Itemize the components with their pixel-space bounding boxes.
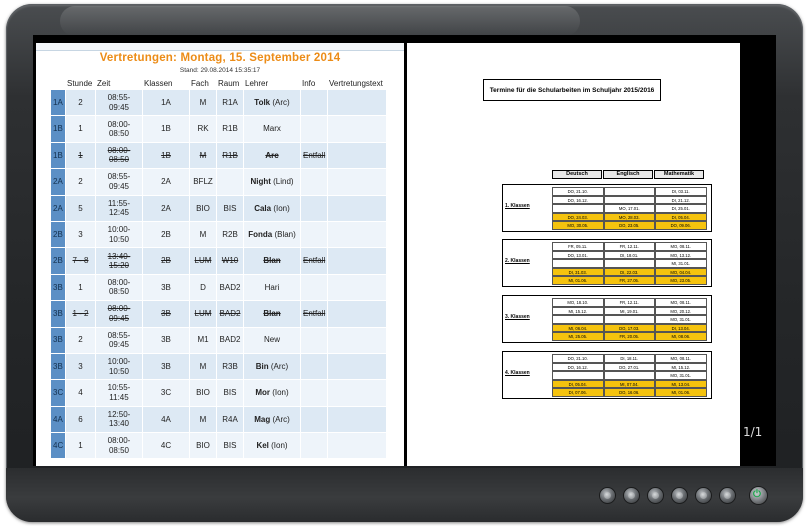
text-cell xyxy=(328,143,386,168)
exam-subject-header xyxy=(552,170,704,179)
exam-cell: FR, 12.11. xyxy=(604,298,656,307)
info-cell: Entfall xyxy=(301,301,327,326)
raum-cell: W10 xyxy=(217,248,243,273)
table-row xyxy=(51,407,386,432)
class-cell: 3B xyxy=(51,301,65,326)
substitution-rows xyxy=(51,90,386,458)
class-cell: 2A xyxy=(51,169,65,194)
exam-cell: MO, 13.12. xyxy=(655,251,707,260)
info-cell xyxy=(301,407,327,432)
fach-cell: D xyxy=(190,275,216,300)
exam-cell: DO, 13.01. xyxy=(552,251,604,260)
exam-cell: MO, 18.10. xyxy=(552,298,604,307)
lehrer-cell: Marx xyxy=(244,116,300,141)
exam-document xyxy=(407,43,740,466)
info-cell xyxy=(301,222,327,247)
exam-block-label: 1. Klassen xyxy=(505,203,530,209)
fach-cell: M xyxy=(190,90,216,115)
raum-cell: BIS xyxy=(217,433,243,458)
exam-cell: DO, 21.10. xyxy=(552,354,604,363)
exam-row xyxy=(552,276,707,285)
info-cell xyxy=(301,116,327,141)
table-row xyxy=(51,90,386,115)
raum-cell: BAD2 xyxy=(217,301,243,326)
exam-cell: DO, 16.06. xyxy=(604,388,656,397)
stunde-cell: 6 xyxy=(66,407,95,432)
exam-cell: MO, 23.05. xyxy=(655,276,707,285)
header-class xyxy=(51,77,65,89)
klassen-cell: 1B xyxy=(143,143,189,168)
raum-cell: R1B xyxy=(217,116,243,141)
exam-cell: MO, 31.01. xyxy=(655,371,707,380)
lehrer-cell: Cala (Ion) xyxy=(244,196,300,221)
class-cell: 3B xyxy=(51,354,65,379)
raum-cell: R4A xyxy=(217,407,243,432)
lehrer-cell: Mag (Arc) xyxy=(244,407,300,432)
exam-cell xyxy=(552,204,604,213)
klassen-cell: 1B xyxy=(143,116,189,141)
text-cell xyxy=(328,433,386,458)
exam-row xyxy=(552,268,707,277)
fach-cell: BIO xyxy=(190,196,216,221)
exam-cell xyxy=(604,259,656,268)
info-cell xyxy=(301,433,327,458)
monitor-button-6[interactable] xyxy=(720,488,735,503)
table-row xyxy=(51,380,386,405)
text-cell xyxy=(328,222,386,247)
substitution-title: Vertretungen: Montag, 15. September 2014 xyxy=(99,52,341,64)
fach-cell: BIO xyxy=(190,433,216,458)
exam-cell: MI, 06.04. xyxy=(552,324,604,333)
lehrer-cell: Blan xyxy=(244,248,300,273)
exam-block xyxy=(502,184,712,232)
exam-cell: DI, 05.04. xyxy=(552,380,604,389)
exam-cell: DO, 09.06. xyxy=(655,221,707,230)
zeit-cell: 08:00- 08:50 xyxy=(96,433,142,458)
exam-row xyxy=(552,204,707,213)
header-zeit: Zeit xyxy=(97,78,111,88)
stunde-cell: 3 xyxy=(66,222,95,247)
header-klassen: Klassen xyxy=(144,78,173,88)
raum-cell: R3B xyxy=(217,354,243,379)
monitor-button-2[interactable] xyxy=(624,488,639,503)
raum-cell: BIS xyxy=(217,380,243,405)
table-row xyxy=(51,196,386,221)
exam-grid xyxy=(552,298,707,341)
exam-cell: MI, 01.06. xyxy=(655,388,707,397)
table-row xyxy=(51,143,386,168)
zeit-cell: 08:55- 09:45 xyxy=(96,169,142,194)
table-header-row xyxy=(51,77,386,89)
class-cell: 1A xyxy=(51,90,65,115)
text-cell xyxy=(328,90,386,115)
monitor-button-3[interactable] xyxy=(648,488,663,503)
table-row xyxy=(51,433,386,458)
exam-cell: MI, 25.05. xyxy=(552,332,604,341)
lehrer-cell: Hari xyxy=(244,275,300,300)
exam-cell xyxy=(552,315,604,324)
klassen-cell: 2A xyxy=(143,169,189,194)
exam-row xyxy=(552,298,707,307)
exam-row xyxy=(552,259,707,268)
exam-row xyxy=(552,324,707,333)
fach-cell: BIO xyxy=(190,380,216,405)
exam-row xyxy=(552,388,707,397)
exam-cell: DI, 21.12. xyxy=(655,196,707,205)
stunde-cell: 3 xyxy=(66,354,95,379)
exam-cell: FR, 27.05. xyxy=(604,276,656,285)
raum-cell: BAD2 xyxy=(217,275,243,300)
exam-cell: MI, 01.06. xyxy=(552,276,604,285)
exam-row xyxy=(552,242,707,251)
text-cell xyxy=(328,248,386,273)
text-cell xyxy=(328,169,386,194)
exam-block xyxy=(502,295,712,343)
exam-cell: MO, 30.05. xyxy=(552,221,604,230)
exam-cell: DO, 16.12. xyxy=(552,363,604,372)
class-cell: 2B xyxy=(51,248,65,273)
stunde-cell: 4 xyxy=(66,380,95,405)
exam-cell xyxy=(552,259,604,268)
exam-cell: DI, 31.03. xyxy=(552,268,604,277)
klassen-cell: 1A xyxy=(143,90,189,115)
exam-cell: MI, 08.06. xyxy=(655,332,707,341)
exam-row xyxy=(552,371,707,380)
raum-cell: BIS xyxy=(217,196,243,221)
info-cell xyxy=(301,275,327,300)
exam-cell xyxy=(552,371,604,380)
subject-englisch: Englisch xyxy=(603,170,653,179)
exam-cell: MI, 07.04. xyxy=(604,380,656,389)
exam-row xyxy=(552,380,707,389)
lehrer-cell: Blan xyxy=(244,301,300,326)
exam-cell xyxy=(604,196,656,205)
class-cell: 2B xyxy=(51,222,65,247)
stunde-cell: 1 - 2 xyxy=(66,301,95,326)
exam-cell: DI, 18.11. xyxy=(604,354,656,363)
text-cell xyxy=(328,196,386,221)
raum-cell: R1A xyxy=(217,90,243,115)
exam-cell: MO, 28.03. xyxy=(604,213,656,222)
power-button[interactable] xyxy=(750,487,767,504)
exam-cell xyxy=(604,187,656,196)
zeit-cell: 08:55- 09:45 xyxy=(96,90,142,115)
klassen-cell: 2A xyxy=(143,196,189,221)
lehrer-cell: Fonda (Blan) xyxy=(244,222,300,247)
stunde-cell: 2 xyxy=(66,328,95,353)
exam-cell: MI, 15.12. xyxy=(552,307,604,316)
power-icon: ⏻ xyxy=(753,489,761,500)
exam-cell: DI, 03.11. xyxy=(655,187,707,196)
exam-row xyxy=(552,332,707,341)
stunde-cell: 5 xyxy=(66,196,95,221)
info-cell xyxy=(301,354,327,379)
table-row xyxy=(51,354,386,379)
exam-row xyxy=(552,363,707,372)
zeit-cell: 11:55- 12:45 xyxy=(96,196,142,221)
zeit-cell: 08:55- 09:45 xyxy=(96,328,142,353)
zeit-cell: 13:40- 15:20 xyxy=(96,248,142,273)
bezel-gloss xyxy=(60,6,580,36)
zeit-cell: 08:00- 08:50 xyxy=(96,116,142,141)
exam-cell: DI, 13.04. xyxy=(655,324,707,333)
text-cell xyxy=(328,354,386,379)
lehrer-cell: Arc xyxy=(244,143,300,168)
fach-cell: RK xyxy=(190,116,216,141)
exam-cell: DI, 25.01. xyxy=(655,204,707,213)
exam-cell: FR, 05.11. xyxy=(552,242,604,251)
klassen-cell: 3B xyxy=(143,328,189,353)
stunde-cell: 2 xyxy=(66,169,95,194)
lehrer-cell: Night (Lind) xyxy=(244,169,300,194)
subject-deutsch: Deutsch xyxy=(552,170,602,179)
exam-cell: DI, 22.03. xyxy=(604,268,656,277)
exam-cell: DI, 07.06. xyxy=(552,388,604,397)
fach-cell: LUM xyxy=(190,248,216,273)
exam-block-label: 2. Klassen xyxy=(505,258,530,264)
zeit-cell: 08:00- 08:50 xyxy=(96,143,142,168)
stunde-cell: 1 xyxy=(66,433,95,458)
klassen-cell: 4A xyxy=(143,407,189,432)
exam-cell: DO, 24.03. xyxy=(552,213,604,222)
exam-cell: MI, 19.01. xyxy=(604,307,656,316)
stunde-cell: 1 xyxy=(66,143,95,168)
klassen-cell: 3C xyxy=(143,380,189,405)
exam-cell: MO, 08.11. xyxy=(655,354,707,363)
info-cell xyxy=(301,380,327,405)
stunde-cell: 1 xyxy=(66,116,95,141)
substitution-table xyxy=(50,76,387,459)
lehrer-cell: Tolk (Arc) xyxy=(244,90,300,115)
exam-grid xyxy=(552,354,707,397)
exam-cell: MO, 20.12. xyxy=(655,307,707,316)
klassen-cell: 2B xyxy=(143,222,189,247)
exam-grid xyxy=(552,187,707,230)
exam-cell: FR, 20.05. xyxy=(604,332,656,341)
info-cell xyxy=(301,90,327,115)
exam-cell: MI, 31.01. xyxy=(655,259,707,268)
exam-cell: DI, 05.04. xyxy=(655,213,707,222)
exam-cell: MO, 08.11. xyxy=(655,298,707,307)
zeit-cell: 10:00- 10:50 xyxy=(96,354,142,379)
exam-cell: MO, 04.04. xyxy=(655,268,707,277)
table-row xyxy=(51,328,386,353)
exam-grid xyxy=(552,242,707,285)
table-row xyxy=(51,169,386,194)
exam-block-label: 4. Klassen xyxy=(505,370,530,376)
text-cell xyxy=(328,301,386,326)
exam-row xyxy=(552,221,707,230)
monitor-buttons xyxy=(600,488,767,504)
raum-cell: R1B xyxy=(217,143,243,168)
class-cell: 1B xyxy=(51,116,65,141)
exam-cell xyxy=(604,371,656,380)
zeit-cell: 08:00- 09:45 xyxy=(96,301,142,326)
stunde-cell: 1 xyxy=(66,275,95,300)
text-cell xyxy=(328,328,386,353)
exam-block xyxy=(502,239,712,287)
class-cell: 4C xyxy=(51,433,65,458)
text-cell xyxy=(328,407,386,432)
info-cell xyxy=(301,196,327,221)
lehrer-cell: Kel (Ion) xyxy=(244,433,300,458)
raum-cell: BAD2 xyxy=(217,328,243,353)
text-cell xyxy=(328,116,386,141)
klassen-cell: 3B xyxy=(143,275,189,300)
info-cell: Entfall xyxy=(301,248,327,273)
exam-row xyxy=(552,196,707,205)
exam-cell: MO, 31.01. xyxy=(655,315,707,324)
exam-cell: MI, 13.04. xyxy=(655,380,707,389)
monitor-screen xyxy=(33,35,776,466)
klassen-cell: 4C xyxy=(143,433,189,458)
class-cell: 3C xyxy=(51,380,65,405)
table-row xyxy=(51,301,386,326)
exam-cell: DO, 16.12. xyxy=(552,196,604,205)
browser-topbar xyxy=(36,43,404,51)
exam-cell: DI, 18.01. xyxy=(604,251,656,260)
exam-cell: DO, 27.01. xyxy=(604,363,656,372)
fach-cell: LUM xyxy=(190,301,216,326)
header-stunde: Stunde xyxy=(67,78,93,88)
exam-cell: MO, 17.01. xyxy=(604,204,656,213)
raum-cell xyxy=(217,169,243,194)
lehrer-cell: New xyxy=(244,328,300,353)
exam-row xyxy=(552,307,707,316)
fach-cell: M xyxy=(190,143,216,168)
class-cell: 3B xyxy=(51,275,65,300)
header-raum: Raum xyxy=(218,78,240,88)
exam-cell: FR, 12.11. xyxy=(604,242,656,251)
klassen-cell: 2B xyxy=(143,248,189,273)
exam-cell xyxy=(604,315,656,324)
page-indicator: 1/1 xyxy=(743,425,763,439)
table-row xyxy=(51,248,386,273)
lehrer-cell: Mor (Ion) xyxy=(244,380,300,405)
table-row xyxy=(51,116,386,141)
stunde-cell: 7 - 8 xyxy=(66,248,95,273)
substitution-stand: Stand: 29.08.2014 15:35:17 xyxy=(179,67,261,74)
zeit-cell: 12:50- 13:40 xyxy=(96,407,142,432)
zeit-cell: 08:00- 08:50 xyxy=(96,275,142,300)
text-cell xyxy=(328,275,386,300)
exam-block xyxy=(502,351,712,399)
klassen-cell: 3B xyxy=(143,301,189,326)
exam-row xyxy=(552,315,707,324)
table-row xyxy=(51,222,386,247)
exam-cell: MI, 15.12. xyxy=(655,363,707,372)
substitution-panel xyxy=(36,43,404,466)
info-cell xyxy=(301,328,327,353)
zeit-cell: 10:00- 10:50 xyxy=(96,222,142,247)
lehrer-cell: Bin (Arc) xyxy=(244,354,300,379)
header-vertretungstext: Vertretungstext xyxy=(329,78,383,88)
exam-row xyxy=(552,213,707,222)
raum-cell: R2B xyxy=(217,222,243,247)
klassen-cell: 3B xyxy=(143,354,189,379)
info-cell xyxy=(301,169,327,194)
stunde-cell: 2 xyxy=(66,90,95,115)
fach-cell: M xyxy=(190,222,216,247)
text-cell xyxy=(328,380,386,405)
fach-cell: M1 xyxy=(190,328,216,353)
exam-cell: DO, 17.03. xyxy=(604,324,656,333)
class-cell: 2A xyxy=(51,196,65,221)
class-cell: 4A xyxy=(51,407,65,432)
subject-mathematik: Mathematik xyxy=(654,170,704,179)
header-fach: Fach xyxy=(191,78,209,88)
exam-row xyxy=(552,187,707,196)
fach-cell: M xyxy=(190,407,216,432)
exam-cell: DO, 21.10. xyxy=(552,187,604,196)
zeit-cell: 10:55- 11:45 xyxy=(96,380,142,405)
fach-cell: M xyxy=(190,354,216,379)
exam-cell: MO, 08.11. xyxy=(655,242,707,251)
monitor-button-1[interactable] xyxy=(600,488,615,503)
class-cell: 3B xyxy=(51,328,65,353)
monitor-button-4[interactable] xyxy=(672,488,687,503)
header-lehrer: Lehrer xyxy=(245,78,269,88)
exam-row xyxy=(552,251,707,260)
exam-title: Termine für die Schularbeiten im Schuljahr 2015/2016 xyxy=(483,79,661,101)
header-info: Info xyxy=(302,78,316,88)
fach-cell: BFLZ xyxy=(190,169,216,194)
info-cell: Entfall xyxy=(301,143,327,168)
class-cell: 1B xyxy=(51,143,65,168)
exam-block-label: 3. Klassen xyxy=(505,314,530,320)
exam-row xyxy=(552,354,707,363)
table-row xyxy=(51,275,386,300)
exam-cell: DO, 23.05. xyxy=(604,221,656,230)
monitor-button-5[interactable] xyxy=(696,488,711,503)
